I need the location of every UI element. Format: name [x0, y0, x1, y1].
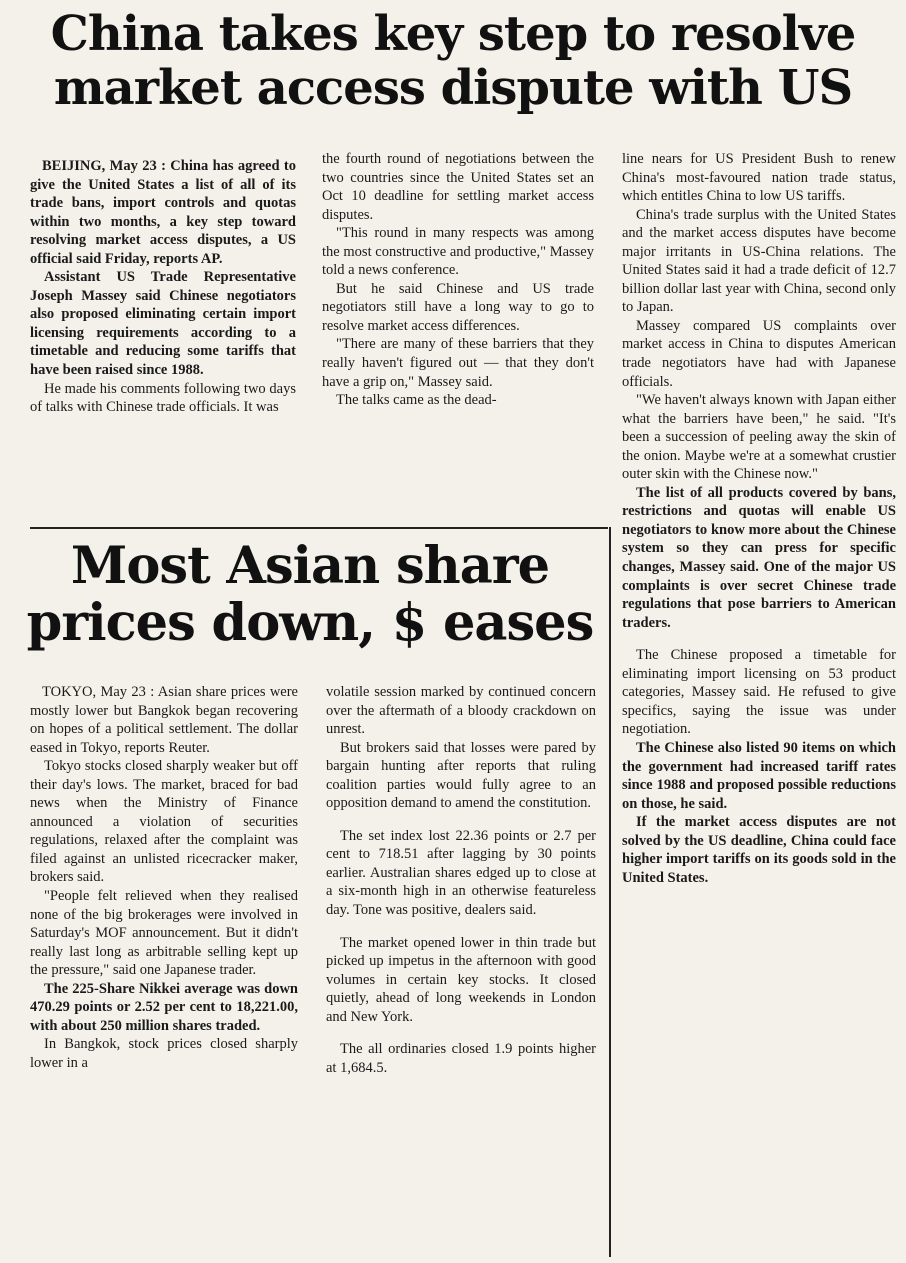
column-divider-rule: [609, 527, 611, 1257]
article1-col3-paragraph: line nears for US President Bush to renew China's most-favoured nation trade status, which entitles China to low US tariffs.: [622, 151, 896, 205]
article1-col2-paragraph: But he said Chinese and US trade negotiators still have a long way to go to resolve market access differences.: [322, 280, 594, 334]
article1-column-3: [622, 150, 896, 1256]
article1-column-1: [30, 157, 296, 523]
article1-col2-paragraph: "This round in many respects was among the most constructive and productive," Massey told a news conference.: [322, 225, 594, 279]
article1-col3-paragraph: China's trade surplus with the United States and the market access disputes have become major irritants in US-China relations. The United States said it had a trade deficit of 12.7 billion dollar last year with China, second only to Japan.: [622, 206, 896, 316]
article1-col3-paragraph: The list of all products covered by bans, restrictions and quotas will enable US negotiators to know more about the Chinese system so they can press for specific changes, Massey said. One of the major US complaints is over secret Chinese trade regulations that pose barriers to American traders.: [622, 484, 896, 631]
article1-headline-line2: market access dispute with US: [53, 59, 853, 116]
article2-col1-paragraph: "People felt relieved when they realised none of the big brokerages were involved in Saturday's MOF announcement. But it didn't really last long as arbitrable selling kept up the pressure," said one Japanese trader.: [30, 888, 298, 979]
article2-col2-paragraph: The all ordinaries closed 1.9 points higher at 1,684.5.: [326, 1041, 596, 1076]
article1-col3-paragraph: The Chinese also listed 90 items on which the government had increased tariff rates since 1988 and proposed possible reductions on those, he said.: [622, 739, 896, 812]
article2-col2-paragraph: The market opened lower in thin trade but picked up impetus in the afternoon with good volumes in certain key stocks. It closed quietly, ahead of long weekends in London and New York.: [326, 934, 596, 1025]
article2-col1-paragraph: Tokyo stocks closed sharply weaker but off their day's lows. The market, braced for bad news when the Ministry of Finance announced a violation of securities regulations, relaxed after the complaint was filed against an unlisted ricecracker maker, brokers said.: [30, 758, 298, 886]
article2-column-2: [326, 683, 596, 1258]
article2-col2-paragraph: volatile session marked by continued concern over the aftermath of a bloody crackdown on unrest.: [326, 684, 596, 738]
article2-col1-paragraph: In Bangkok, stock prices closed sharply lower in a: [30, 1036, 298, 1071]
article1-col1-paragraph: Assistant US Trade Representative Joseph Massey said Chinese negotiators also proposed eliminating certain import licensing requirements according to a timetable and reducing some tariffs that have been raised since 1988.: [30, 269, 296, 379]
article2-col2-paragraph: But brokers said that losses were pared by bargain hunting after reports that ruling coalition parties would fully agree to an opposition demand to amend the constitution.: [326, 739, 596, 812]
article2-col1-paragraph: The 225-Share Nikkei average was down 470.29 points or 2.52 per cent to 18,221.00, with about 250 million shares traded.: [30, 980, 298, 1034]
article1-headline-line1: China takes key step to resolve: [50, 6, 856, 62]
article1-headline: [8, 8, 898, 116]
article1-col1-paragraph: BEIJING, May 23 : China has agreed to give the United States a list of all of its trade bans, import controls and quotas within two months, a key step toward resolving market access disputes, a US official said Friday, reports AP.: [30, 158, 296, 267]
article2-col1-paragraph: TOKYO, May 23 : Asian share prices were mostly lower but Bangkok began recovering on hopes of a political settlement. The dollar eased in Tokyo, reports Reuter.: [30, 684, 298, 756]
article1-col1-paragraph: He made his comments following two days of talks with Chinese trade officials. It was: [30, 380, 296, 416]
article2-column-1: [30, 683, 298, 1258]
article1-column-2: [322, 150, 594, 522]
article2-headline-line2: prices down, $ eases: [26, 593, 594, 654]
article2-headline: [20, 538, 600, 652]
article1-col3-paragraph: Massey compared US complaints over market access in China to disputes American trade negotiators have had with Japanese officials.: [622, 317, 896, 390]
article1-col3-paragraph: The Chinese proposed a timetable for eliminating import licensing on 53 product categories, Massey said. He refused to give specifics, saying the issue was under negotiation.: [622, 647, 896, 738]
article2-col2-paragraph: The set index lost 22.36 points or 2.7 per cent to 718.51 after lagging by 30 points earlier. Australian shares edged up to close at a six-month high in an otherwise featureless day. Tone was positive, dealers said.: [326, 827, 596, 919]
article1-col2-paragraph: "There are many of these barriers that they really haven't figured out — that they don't have a grip on," Massey said.: [322, 336, 594, 390]
article1-col3-paragraph: "We haven't always known with Japan either what the barriers have been," he said. "It's been a succession of peeling away the skin of the onion. Maybe we're at a somewhat crustier outer skin with the Chinese now.": [622, 392, 896, 483]
article1-col2-paragraph: the fourth round of negotiations between the two countries since the United States set an Oct 10 deadline for settling market access disputes.: [322, 151, 594, 223]
article2-headline-line1: Most Asian share: [70, 536, 550, 596]
article1-col2-paragraph: The talks came as the dead-: [336, 392, 497, 409]
article1-col3-paragraph: If the market access disputes are not solved by the US deadline, China could face higher import tariffs on its goods sold in the United States.: [622, 814, 896, 886]
article-divider-rule: [30, 527, 608, 529]
